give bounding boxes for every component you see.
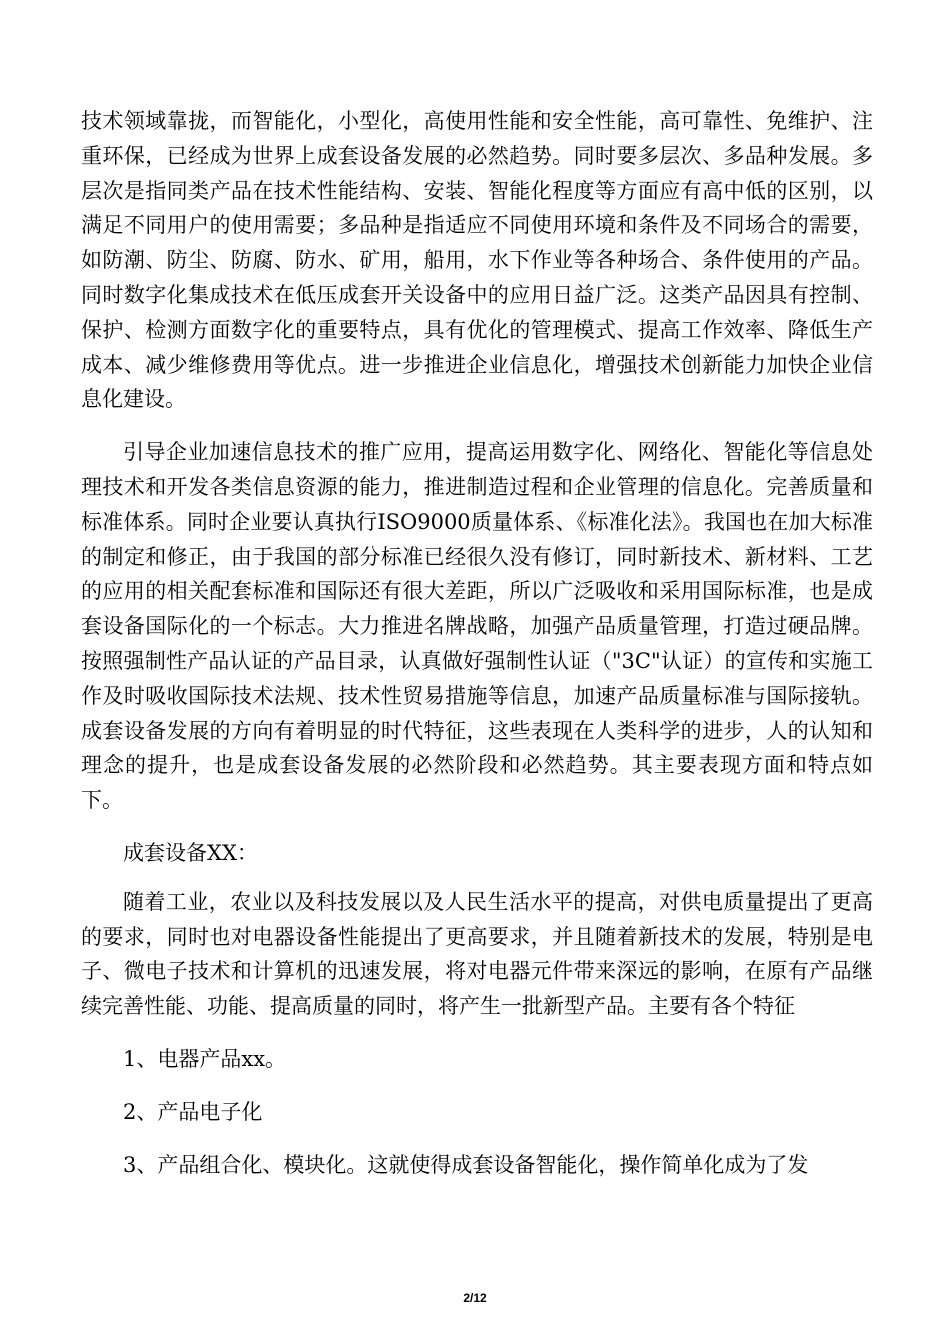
section-heading: 成套设备XX：: [123, 840, 258, 865]
list-item-1: 1、电器产品xx。: [123, 1046, 287, 1071]
paragraph-development: 随着工业，农业以及科技发展以及人民生活水平的提高，对供电质量提出了更高的要求，同时也对电器设备性能提出了更高要求，并且随着新技术的发展，特别是电子、微电子技术和计算机的迅速发展，将对电器元件带来深远的影响，在原有产品继续完善性能、功能、提高质量的同时，将产生一批新型产品。主要有各个特征: [81, 889, 873, 1019]
paragraph-continuation: 技术领域靠拢，而智能化，小型化，高使用性能和安全性能，高可靠性、免维护、注重环保，已经成为世界上成套设备发展的必然趋势。同时要多层次、多品种发展。多层次是指同类产品在技术性能结构、安装、智能化程度等方面应有高中低的区别，以满足不同用户的使用需要；多品种是指适应不同使用环境和条件及不同场合的需要，如防潮、防尘、防腐、防水、矿用，船用，水下作业等各种场合、条件使用的产品。同时数字化集成技术在低压成套开关设备中的应用日益广泛。这类产品因具有控制、保护、检测方面数字化的重要特点，具有优化的管理模式、提高工作效率、降低生产成本、减少维修费用等优点。进一步推进企业信息化，增强技术创新能力加快企业信息化建设。: [81, 109, 873, 412]
document-body: [81, 104, 873, 1182]
list-item-2: 2、产品电子化: [123, 1099, 263, 1124]
paragraph-informatization: 引导企业加速信息技术的推广应用，提高运用数字化、网络化、智能化等信息处理技术和开发各类信息资源的能力，推进制造过程和企业管理的信息化。完善质量和标准体系。同时企业要认真执行ISO9000质量体系、《标准化法》。我国也在加大标准的制定和修正，由于我国的部分标准已经很久没有修订，同时新技术、新材料、工艺的应用的相关配套标准和国际还有很大差距，所以广泛吸收和采用国际标准，也是成套设备国际化的一个标志。大力推进名牌战略，加强产品质量管理，打造过硬品牌。按照强制性产品认证的产品目录，认真做好强制性认证（"3C"认证）的宣传和实施工作及时吸收国际技术法规、技术性贸易措施等信息，加速产品质量标准与国际接轨。成套设备发展的方向有着明显的时代特征，这些表现在人类科学的进步，人的认知和理念的提升，也是成套设备发展的必然阶段和必然趋势。其主要表现方面和特点如下。: [81, 440, 873, 813]
page-number: 2/12: [463, 1291, 487, 1305]
list-item-3: 3、产品组合化、模块化。这就使得成套设备智能化，操作简单化成为了发: [123, 1152, 809, 1177]
